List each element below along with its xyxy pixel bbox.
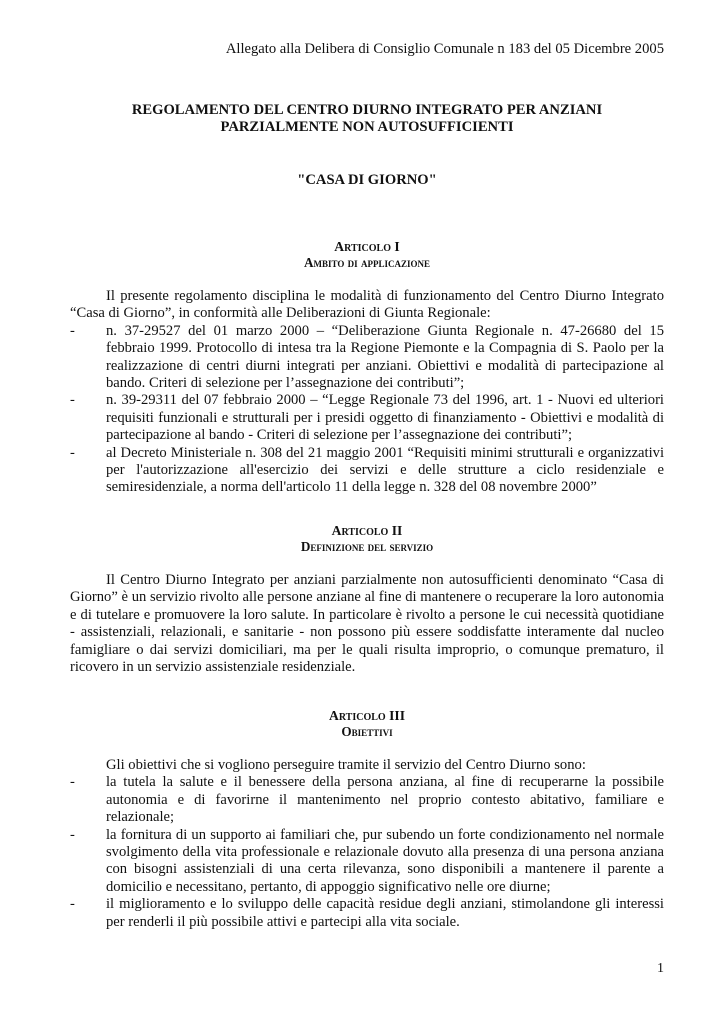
article-3-number: III: [389, 708, 405, 723]
article-2-number: II: [391, 523, 403, 538]
list-item-text: al Decreto Ministeriale n. 308 del 21 maggio 2001 “Requisiti minimi strutturali e organizzativi per l'autorizzazione all'esercizio dei servizi e delle strutture a ciclo residenziale e semiresidenziale, a norma dell'articolo 11 della legge n. 328 del 08 novembre 2000”: [106, 444, 664, 496]
list-marker: -: [70, 392, 75, 409]
list-marker: -: [70, 826, 75, 843]
list-item-text: la fornitura di un supporto ai familiari che, pur subendo un forte condizionamento nel normale svolgimento della vita professionale e relazionale dovuto alla presenza di una persona anziana con bisogni assistenziali di una certa rilevanza, sono disponibili a mantenere il parente a domicilio e necessitano, pertanto, di appoggio significativo nelle ore diurne;: [106, 826, 664, 895]
document-title-line-1: REGOLAMENTO DEL CENTRO DIURNO INTEGRATO PER ANZIANI: [131, 102, 603, 118]
article-3-intro: Gli obiettivi che si vogliono perseguire tramite il servizio del Centro Diurno sono:: [106, 757, 586, 773]
header-note: Allegato alla Delibera di Consiglio Comunale n 183 del 05 Dicembre 2005: [225, 41, 664, 57]
article-1-list: [70, 323, 664, 497]
list-item: [70, 392, 664, 444]
list-marker: -: [70, 444, 75, 461]
list-item: [70, 323, 664, 393]
document-subtitle: "CASA DI GIORNO": [297, 172, 437, 188]
list-item-text: il miglioramento e lo sviluppo delle capacità residue degli anziani, stimolandone gli interessi per renderli il più possibile attivi e partecipi alla vita sociale.: [106, 896, 664, 930]
article-3-label: Articolo: [329, 708, 386, 723]
document-page: [70, 0, 664, 1024]
list-item-text: la tutela la salute e il benessere della persona anziana, al fine di recuperarne la possibile autonomia e di favorirne il mantenimento nel proprio contesto abitativo, familiare e relazionale;: [106, 774, 664, 826]
list-item: [70, 774, 664, 826]
article-3-list: [70, 774, 664, 931]
article-2: [70, 522, 664, 676]
article-2-heading: [70, 522, 664, 539]
list-item-text: n. 39-29311 del 07 febbraio 2000 – “Legge Regionale 73 del 1996, art. 1 - Nuovi ed ulteriori requisiti funzionali e strutturali per i presidi oggetto di finanziamento - Obiettivi e modalità di partecipazione al bando - Criteri di selezione per l’assegnazione dei contributi”;: [106, 392, 664, 444]
article-3: [70, 707, 664, 931]
article-3-heading: [70, 707, 664, 724]
article-1-number: I: [394, 239, 400, 254]
article-1-subheading: Ambito di applicazione: [304, 255, 430, 270]
article-2-label: Articolo: [331, 523, 389, 538]
list-item: [70, 896, 664, 931]
article-1-label: Articolo: [334, 239, 391, 254]
list-marker: -: [70, 322, 75, 339]
page-number: 1: [657, 961, 664, 976]
list-marker: -: [70, 896, 75, 913]
article-2-body: Il Centro Diurno Integrato per anziani parzialmente non autosufficienti denominato “Casa di Giorno” è un servizio rivolto alle persone anziane al fine di mantenere o recuperare la loro autonomia e di tutelare e promuovere la loro salute. In particolare è rivolto a persone le cui necessità quotidiane - assistenziali, relazionali, e sanitarie - non possono più essere soddisfatte interamente dal nucleo famigliare o dai servizi domiciliari, ma per le quali risulta improprio, o comunque prematuro, il ricovero in un servizio assistenziale residenziale.: [70, 572, 664, 676]
list-item: [70, 445, 664, 497]
article-1-intro: Il presente regolamento disciplina le modalità di funzionamento del Centro Diurno Integrato “Casa di Giorno”, in conformità alle Deliberazioni di Giunta Regionale:: [70, 288, 664, 322]
document-title: [70, 102, 664, 136]
article-1-heading: [70, 238, 664, 255]
list-item-text: n. 37-29527 del 01 marzo 2000 – “Deliberazione Giunta Regionale n. 47-26680 del 15 febbraio 1999. Protocollo di intesa tra la Regione Piemonte e la Compagnia di S. Paolo per la realizzazione di centri diurni integrati per anziani. Obiettivi e modalità di partecipazione al bando. Criteri di selezione per l’assegnazione dei contributi”;: [106, 322, 664, 392]
list-item: [70, 827, 664, 897]
document-title-line-2: PARZIALMENTE NON AUTOSUFFICIENTI: [220, 119, 514, 135]
article-3-subheading: Obiettivi: [341, 724, 393, 739]
article-1: [70, 238, 664, 497]
list-marker: -: [70, 774, 75, 791]
article-2-subheading: Definizione del servizio: [300, 539, 434, 554]
